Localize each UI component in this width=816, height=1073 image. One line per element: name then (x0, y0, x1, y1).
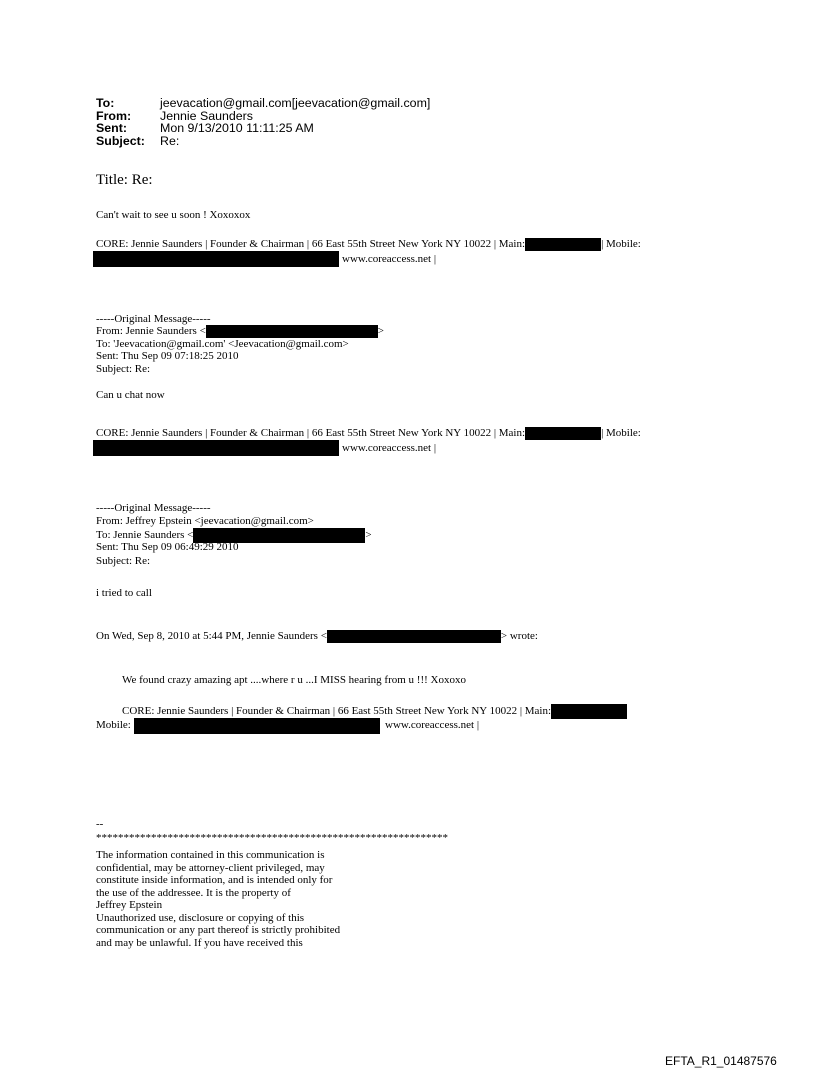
disclaimer-line: The information contained in this communication is (96, 849, 325, 861)
disclaimer (96, 849, 340, 949)
msg3-to-text: To: Jennie Saunders < (96, 529, 194, 542)
header-subject-row (96, 135, 430, 148)
msg4-sig-web: www.coreaccess.net | (385, 719, 480, 731)
msg1-body: Can't wait to see u soon ! Xoxoxox (96, 209, 251, 221)
msg2-sent: Sent: Thu Sep 09 07:18:25 2010 (96, 350, 239, 362)
msg1-sig-mobile: | Mobile: (601, 238, 641, 251)
msg2-from-end: > (377, 325, 384, 338)
msg4-signature-line1 (122, 704, 627, 719)
msg2-original-marker: -----Original Message----- (96, 313, 211, 325)
disclaimer-line: Unauthorized use, disclosure or copying of this (96, 911, 305, 924)
to-label: To: (96, 96, 115, 110)
msg3-from: From: Jeffrey Epstein <jeevacation@gmail.com> (96, 515, 314, 527)
msg2-signature-line1 (96, 427, 641, 440)
subject-value: Re: (160, 133, 180, 148)
msg1-signature-line1 (96, 238, 641, 251)
msg4-on-wrote (96, 630, 538, 643)
sent-label: Sent: (96, 121, 127, 135)
msg4-body: We found crazy amazing apt ....where r u ...I MISS hearing from u !!! Xoxoxo (122, 674, 466, 686)
redaction-box (93, 440, 339, 456)
subject-label: Subject: (96, 133, 145, 148)
sent-value: Mon 9/13/2010 11:11:25 AM (160, 121, 314, 135)
redaction-box (525, 427, 601, 440)
redaction-box (525, 238, 601, 251)
msg1-sig-web: www.coreaccess.net | (342, 253, 437, 265)
msg3-subject: Subject: Re: (96, 555, 151, 567)
redaction-box (93, 251, 339, 267)
from-value: Jennie Saunders (160, 108, 253, 123)
msg3-original-marker: -----Original Message----- (96, 502, 211, 514)
msg2-from-text: From: Jennie Saunders < (96, 325, 206, 338)
header-to-row (96, 97, 430, 110)
msg2-to: To: 'Jeevacation@gmail.com' <Jeevacation@gmail.com> (96, 338, 349, 350)
document-title: Title: Re: (96, 172, 153, 188)
redaction-box (206, 325, 378, 338)
footer-dash: -- (96, 818, 104, 830)
disclaimer-line: communication or any part thereof is strictly prohibited (96, 924, 341, 936)
msg4-sig-text: CORE: Jennie Saunders | Founder & Chairman | 66 East 55th Street New York NY 10022 | Main: (122, 705, 552, 718)
to-value: jeevacation@gmail.com[jeevacation@gmail.com] (160, 96, 431, 110)
redaction-box (134, 718, 380, 734)
disclaimer-line: and may be unlawful. If you have received this (96, 936, 303, 949)
msg2-from (96, 325, 384, 338)
redaction-box (327, 630, 501, 643)
msg1-sig-text: CORE: Jennie Saunders | Founder & Chairman | 66 East 55th Street New York NY 10022 | Main: (96, 238, 526, 251)
from-label: From: (96, 108, 132, 123)
msg4-wrote: > wrote: (500, 630, 538, 643)
footer-stars: **************************************************************** (96, 832, 448, 844)
msg2-subject: Subject: Re: (96, 363, 151, 375)
msg2-sig-web: www.coreaccess.net | (342, 442, 437, 454)
disclaimer-line: the use of the addressee. It is the property of (96, 886, 291, 899)
disclaimer-line: confidential, may be attorney-client privileged, may (96, 861, 325, 874)
disclaimer-line: constitute inside information, and is intended only for (96, 874, 333, 886)
redaction-box (551, 704, 627, 719)
header-sent-row (96, 122, 430, 135)
msg4-sig-mobile: Mobile: (96, 719, 131, 731)
msg2-sig-text: CORE: Jennie Saunders | Founder & Chairman | 66 East 55th Street New York NY 10022 | Main: (96, 427, 526, 440)
disclaimer-line: Jeffrey Epstein (96, 899, 163, 911)
msg3-to-end: > (365, 529, 372, 542)
msg3-sent: Sent: Thu Sep 09 06:49:29 2010 (96, 541, 239, 553)
msg2-body: Can u chat now (96, 389, 165, 401)
email-header (96, 97, 430, 147)
msg3-body: i tried to call (96, 587, 152, 599)
msg2-sig-mobile: | Mobile: (601, 427, 641, 440)
msg4-on-wrote-text: On Wed, Sep 8, 2010 at 5:44 PM, Jennie Saunders < (96, 630, 327, 643)
document-id: EFTA_R1_01487576 (665, 1054, 777, 1068)
